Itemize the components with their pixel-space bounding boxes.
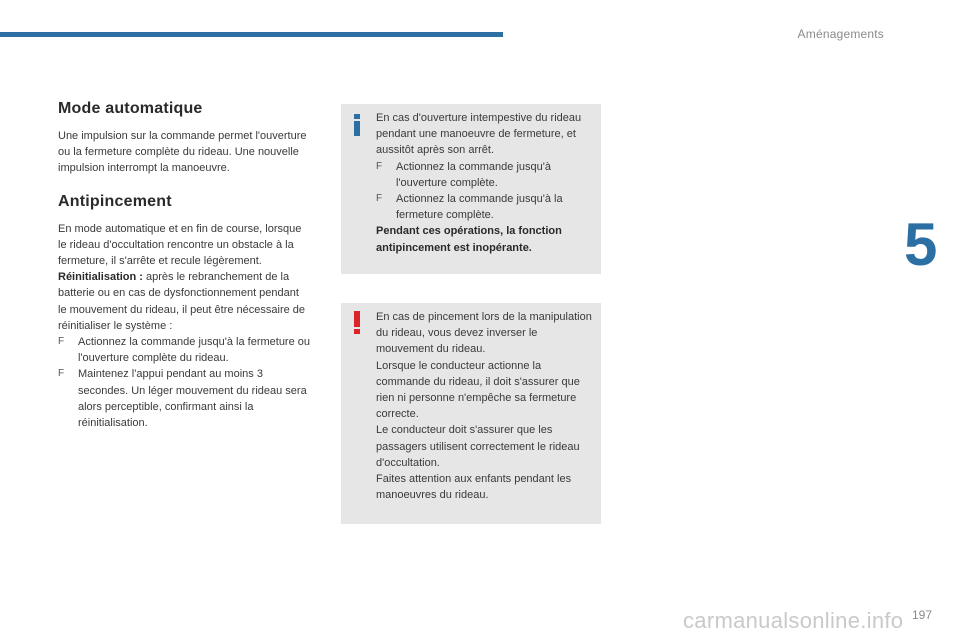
header-accent-bar <box>0 32 503 37</box>
warning-text: Faites attention aux enfants pendant les manoeuvres du rideau. <box>376 473 572 502</box>
bullet-text: Maintenez l'appui pendant au moins 3 secondes. Un léger mouvement du rideau sera alors perceptible, confirmant ainsi la réinitialisation. <box>78 368 307 430</box>
list-item <box>376 159 595 191</box>
chapter-number: 5 <box>904 211 938 278</box>
section-title: Aménagements <box>797 27 884 41</box>
info-text: En cas d'ouverture intempestive du rideau pendant une manoeuvre de fermeture, et aussitôt après son arrêt. <box>376 112 582 157</box>
list-item <box>376 191 595 223</box>
page-number: 197 <box>912 608 933 622</box>
mode-automatique-heading: Mode automatique <box>58 100 203 117</box>
warning-text: En cas de pincement lors de la manipulation du rideau, vous devez inverser le mouvement du rideau. <box>376 311 592 356</box>
left-column <box>58 100 310 431</box>
bullet-icon: F <box>376 193 383 205</box>
bullet-icon: F <box>58 368 65 380</box>
reinit-paragraph <box>58 269 310 334</box>
reinit-text: après le rebranchement de la batterie ou en cas de dysfonctionnement pendant le mouvement du rideau, il peut être nécessaire de réinitialiser le système : <box>58 271 306 332</box>
warning-text: Lorsque le conducteur actionne la commande du rideau, il doit s'assurer que rien ni personne n'empêche sa fermeture correcte. <box>376 359 580 421</box>
warning-icon <box>353 311 361 335</box>
warning-box <box>341 303 601 524</box>
bullet-text: Actionnez la commande jusqu'à l'ouverture complète. <box>396 160 551 189</box>
reinit-label: Réinitialisation : <box>58 271 143 284</box>
watermark: carmanualsonline.info <box>683 608 904 633</box>
bullet-icon: F <box>376 160 383 172</box>
antipincement-heading: Antipincement <box>58 192 172 210</box>
warning-text: Le conducteur doit s'assurer que les passagers utilisent correctement le rideau d'occultation. <box>376 424 580 469</box>
bullet-text: Actionnez la commande jusqu'à la fermeture complète. <box>396 193 563 222</box>
list-item <box>58 366 310 431</box>
bullet-icon: F <box>58 336 65 348</box>
info-box <box>341 104 601 274</box>
info-bold-text: Pendant ces opérations, la fonction antipincement est inopérante. <box>376 225 562 254</box>
mode-automatique-text: Une impulsion sur la commande permet l'ouverture ou la fermeture complète du rideau. Une nouvelle impulsion interrompt la manoeuvre. <box>58 130 307 175</box>
info-icon <box>353 114 361 136</box>
bullet-text: Actionnez la commande jusqu'à la fermeture ou l'ouverture complète du rideau. <box>78 336 311 365</box>
list-item <box>58 334 310 366</box>
antipincement-text: En mode automatique et en fin de course, lorsque le rideau d'occultation rencontre un obstacle à la fermeture, il s'arrête et recule légèrement. <box>58 222 302 268</box>
